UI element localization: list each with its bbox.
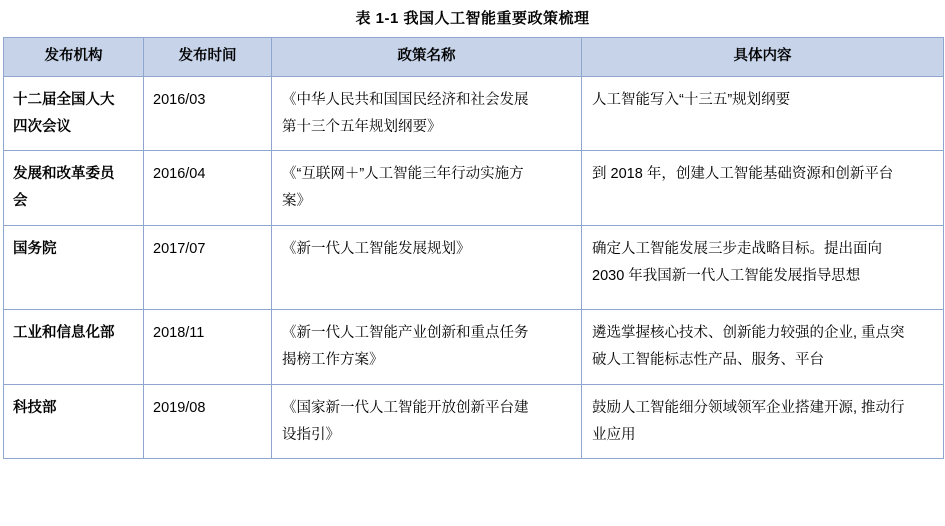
- cell-policy-name: 《中华人民共和国国民经济和社会发展 第十三个五年规划纲要》: [272, 76, 582, 151]
- cell-date: 2016/03: [144, 76, 272, 151]
- cell-organization: 十二届全国人大 四次会议: [4, 76, 144, 151]
- cell-policy-name: 《新一代人工智能产业创新和重点任务 揭榜工作方案》: [272, 310, 582, 385]
- cell-date: 2016/04: [144, 151, 272, 226]
- cell-details: 到 2018 年，创建人工智能基础资源和创新平台: [582, 151, 944, 226]
- cell-date: 2017/07: [144, 226, 272, 310]
- table-body: [4, 76, 944, 459]
- cell-date: 2019/08: [144, 384, 272, 459]
- table-row: [4, 384, 944, 459]
- column-header-organization: 发布机构: [4, 38, 144, 77]
- cell-organization: 科技部: [4, 384, 144, 459]
- table-title: 表 1-1 我国人工智能重要政策梳理: [355, 10, 590, 27]
- cell-details: 遴选掌握核心技术、创新能力较强的企业, 重点突 破人工智能标志性产品、服务、平台: [582, 310, 944, 385]
- cell-date: 2018/11: [144, 310, 272, 385]
- column-header-policy-name: 政策名称: [272, 38, 582, 77]
- table-row: [4, 151, 944, 226]
- table-header-row: [4, 38, 944, 77]
- column-header-date: 发布时间: [144, 38, 272, 77]
- cell-organization: 工业和信息化部: [4, 310, 144, 385]
- cell-organization: 国务院: [4, 226, 144, 310]
- cell-policy-name: 《国家新一代人工智能开放创新平台建 设指引》: [272, 384, 582, 459]
- cell-details: 人工智能写入“十三五”规划纲要: [582, 76, 944, 151]
- column-header-details: 具体内容: [582, 38, 944, 77]
- cell-details: 鼓励人工智能细分领域领军企业搭建开源, 推动行 业应用: [582, 384, 944, 459]
- cell-organization: 发展和改革委员 会: [4, 151, 144, 226]
- table-row: [4, 76, 944, 151]
- cell-policy-name: 《“互联网＋”人工智能三年行动实施方 案》: [272, 151, 582, 226]
- table-row: [4, 310, 944, 385]
- cell-details: 确定人工智能发展三步走战略目标。提出面向 2030 年我国新一代人工智能发展指导思想: [582, 226, 944, 310]
- table-header: [4, 38, 944, 77]
- table-row: [4, 226, 944, 310]
- cell-policy-name: 《新一代人工智能发展规划》: [272, 226, 582, 310]
- policy-table: [3, 37, 944, 459]
